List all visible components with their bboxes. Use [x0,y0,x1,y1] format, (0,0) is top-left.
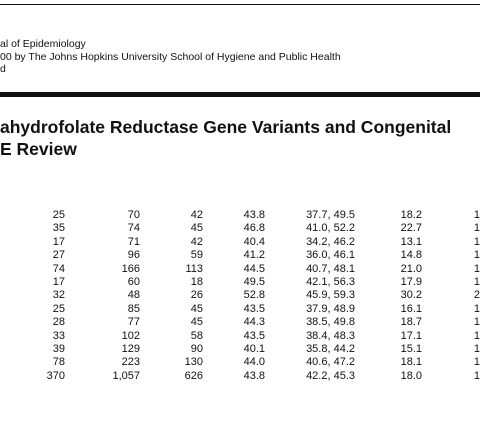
table-cell: 43.5 [243,302,265,315]
table-cell: 35 [52,222,65,235]
table-cell: 71 [127,235,140,248]
table-row [0,249,480,262]
table-cell: 42.1, 56.3 [306,276,355,289]
table-cell: 32 [52,289,65,302]
table-cell: 45 [190,302,203,315]
table-cell: 38.5, 49.8 [306,316,355,329]
table-cell: 17 [52,276,65,289]
table-cell: 16.1 [400,302,422,315]
table-cell: 36.0, 46.1 [306,249,355,262]
table-cell: 25 [52,302,65,315]
table-cell: 45.9, 59.3 [306,289,355,302]
table-cell: 18.0 [400,369,422,382]
table-cell: 370 [46,369,65,382]
table-cell: 1 [473,329,480,342]
table-cell: 42.2, 45.3 [306,369,355,382]
table-row [0,303,480,316]
table-cell: 33 [52,329,65,342]
table-cell: 15.1 [400,343,422,356]
top-rule [0,4,480,5]
table-cell: 40.6, 47.2 [306,356,355,369]
article-title-line-2: E Review [0,139,77,159]
table-cell: 14.8 [400,249,422,262]
table-cell: 1 [473,343,480,356]
table-row [0,316,480,329]
table-cell: 1 [473,262,480,275]
table-row [0,236,480,249]
article-title [0,116,451,160]
table-cell: 626 [184,369,203,382]
table-cell: 58 [190,329,203,342]
table-cell: 74 [52,262,65,275]
table-cell: 35.8, 44.2 [306,343,355,356]
table-cell: 48 [127,289,140,302]
table-cell: 113 [185,262,203,275]
table-row [0,330,480,343]
table-cell: 38.4, 48.3 [306,329,355,342]
table-cell: 102 [121,329,140,342]
table-cell: 40.1 [243,343,265,356]
journal-header [0,38,341,76]
table-cell: 1 [473,276,480,289]
copyright-line: 00 by The Johns Hopkins University School of Hygiene and Public Health [0,50,341,63]
table-cell: 52.8 [243,289,265,302]
table-cell: 43.8 [243,209,265,221]
table-cell: 90 [190,343,203,356]
table-cell: 42 [190,235,203,248]
table-row [0,222,480,235]
table-row [0,209,480,222]
table-cell: 59 [190,249,203,262]
table-cell: 41.0, 52.2 [306,222,355,235]
table-cell: 45 [190,316,203,329]
table-cell: 1 [473,249,480,262]
table-cell: 18.1 [400,356,422,369]
table-cell: 1,057 [112,369,140,382]
table-cell: 46.8 [243,222,265,235]
table-cell: 74 [127,222,140,235]
table-cell: 28 [52,316,65,329]
table-cell: 42 [190,209,203,221]
table-cell: 1 [473,222,480,235]
table-cell: 39 [52,343,65,356]
rights-reserved-line: d [0,63,6,75]
table-cell: 1 [473,369,480,382]
table-cell: 18.2 [400,209,422,221]
table-row [0,343,480,356]
table-cell: 30.2 [400,289,422,302]
table-cell: 78 [52,356,65,369]
table-cell: 166 [121,262,140,275]
table-cell: 44.3 [243,316,265,329]
table-cell: 17 [52,235,65,248]
table-cell: 13.1 [400,235,422,248]
table-cell: 1 [473,209,480,221]
table-cell: 34.2, 46.2 [306,235,355,248]
table-cell: 60 [127,276,140,289]
table-cell: 129 [121,343,140,356]
table-cell: 44.5 [243,262,265,275]
table-cell: 2 [473,289,480,302]
table-cell: 40.4 [243,235,265,248]
table-cell: 37.7, 49.5 [306,209,355,221]
table-cell: 21.0 [400,262,422,275]
table-cell: 96 [127,249,140,262]
table-cell: 49.5 [243,276,265,289]
article-title-line-1: ahydrofolate Reductase Gene Variants and Congenital [0,117,452,137]
table-cell: 37.9, 48.9 [306,302,355,315]
table-cell: 41.2 [243,249,265,262]
table-cell: 1 [473,302,480,315]
table-cell: 27 [52,249,65,262]
table-cell: 18.7 [400,316,422,329]
table-row [0,356,480,369]
table-cell: 25 [52,209,65,221]
journal-name: al of Epidemiology [0,38,86,50]
table-cell: 17.1 [400,329,422,342]
data-table-body [0,209,480,383]
table-cell: 43.5 [243,329,265,342]
table-cell: 85 [127,302,140,315]
table-cell: 17.9 [400,276,422,289]
table-cell: 77 [127,316,140,329]
table-cell: 44.0 [243,356,265,369]
table-cell: 1 [473,356,480,369]
table-row [0,263,480,276]
table-cell: 40.7, 48.1 [306,262,355,275]
table-cell: 43.8 [243,369,265,382]
table-cell: 1 [473,316,480,329]
table-cell: 22.7 [400,222,422,235]
header-divider [0,92,480,97]
table-row [0,276,480,289]
table-cell: 130 [184,356,203,369]
table-cell: 45 [190,222,203,235]
table-row [0,370,480,383]
table-cell: 223 [121,356,140,369]
table-cell: 70 [127,209,140,221]
table-cell: 1 [473,235,480,248]
table-cell: 18 [190,276,203,289]
table-row [0,289,480,302]
data-table [0,209,480,383]
table-cell: 26 [190,289,203,302]
